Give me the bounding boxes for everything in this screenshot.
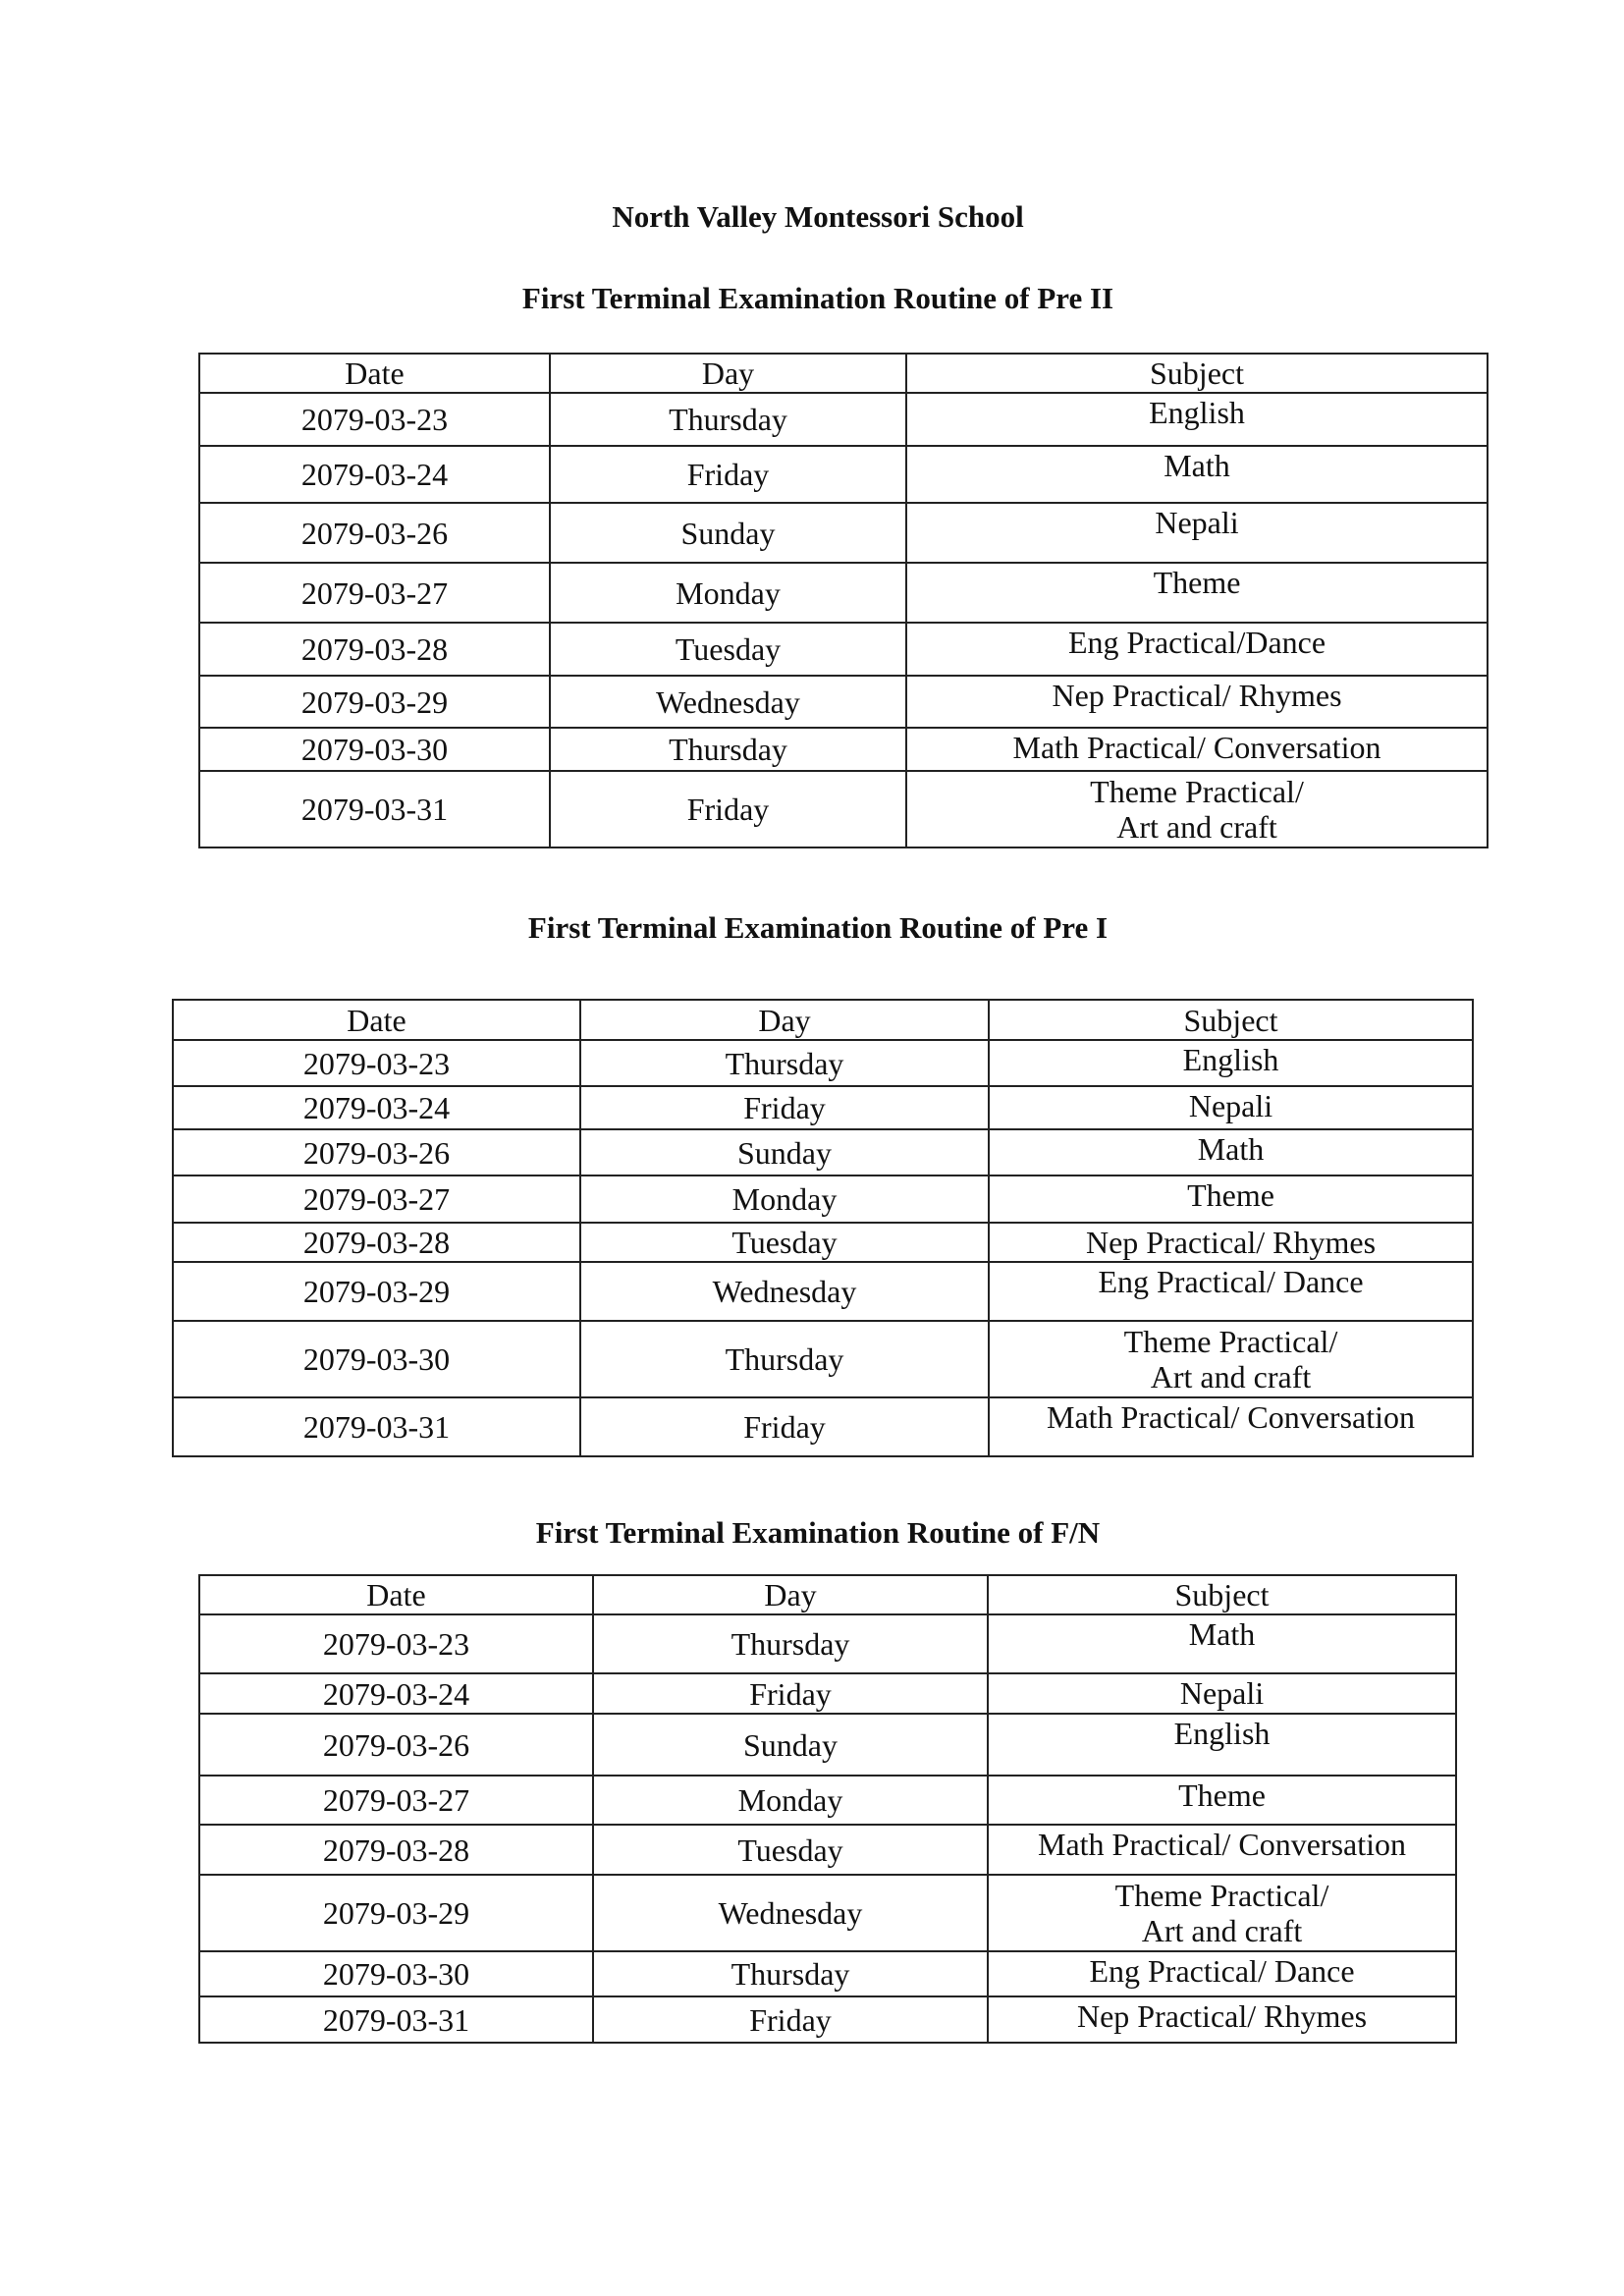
date-cell: 2079-03-31 [199, 1996, 593, 2043]
date-cell: 2079-03-31 [173, 1397, 580, 1456]
date-cell: 2079-03-26 [199, 1714, 593, 1776]
subject-line: Nepali [1188, 1088, 1273, 1123]
table-header-row [173, 1000, 1473, 1040]
subject-cell [988, 1776, 1456, 1825]
date-cell: 2079-03-23 [199, 393, 550, 446]
day-cell: Thursday [550, 728, 906, 771]
table-row [199, 1951, 1456, 1996]
table-row [199, 1776, 1456, 1825]
subject-cell [989, 1223, 1473, 1262]
table-row [199, 503, 1488, 563]
subject-line: Eng Practical/Dance [1067, 625, 1326, 660]
date-cell: 2079-03-26 [173, 1129, 580, 1175]
subject-cell [988, 1673, 1456, 1714]
day-cell: Thursday [593, 1614, 988, 1673]
subject-line: Math [1188, 1616, 1256, 1652]
table-header-row [199, 1575, 1456, 1614]
subject-cell [906, 503, 1488, 563]
routine-table-body [173, 1000, 1473, 1456]
subject-line: Theme Practical/ [1114, 1878, 1329, 1913]
day-cell: Friday [580, 1086, 989, 1129]
header-subject: Subject [989, 1000, 1473, 1040]
subject-line: Math [1164, 448, 1230, 483]
table-row [173, 1262, 1473, 1321]
subject-line: Art and craft [1141, 1913, 1303, 1948]
day-cell: Tuesday [580, 1223, 989, 1262]
header-subject: Subject [988, 1575, 1456, 1614]
header-date: Date [199, 354, 550, 393]
subject-cell [989, 1086, 1473, 1129]
subject-line: Nepali [1155, 505, 1239, 540]
subject-line: Nep Practical/ Rhymes [1076, 1998, 1368, 2034]
header-day: Day [593, 1575, 988, 1614]
subject-cell [906, 728, 1488, 771]
date-cell: 2079-03-28 [199, 1825, 593, 1875]
subject-line: Nepali [1179, 1675, 1265, 1711]
date-cell: 2079-03-23 [173, 1040, 580, 1086]
day-cell: Thursday [580, 1321, 989, 1397]
date-cell: 2079-03-30 [199, 1951, 593, 1996]
school-name: North Valley Montessori School [612, 199, 1024, 234]
table-row [199, 1714, 1456, 1776]
header-date: Date [199, 1575, 593, 1614]
subject-line: Theme [1153, 565, 1241, 600]
table-row [199, 1673, 1456, 1714]
table-row [199, 1996, 1456, 2043]
subject-cell [989, 1397, 1473, 1456]
date-cell: 2079-03-24 [199, 446, 550, 503]
day-cell: Monday [580, 1175, 989, 1223]
day-cell: Tuesday [550, 623, 906, 676]
routine-table-pre-i [172, 999, 1474, 1457]
subject-cell [988, 1825, 1456, 1875]
day-cell: Tuesday [593, 1825, 988, 1875]
date-cell: 2079-03-23 [199, 1614, 593, 1673]
subject-line: Math Practical/ Conversation [1037, 1827, 1406, 1862]
day-cell: Wednesday [580, 1262, 989, 1321]
subject-line: Eng Practical/ Dance [1098, 1264, 1364, 1299]
subject-cell [988, 1614, 1456, 1673]
table-row [199, 446, 1488, 503]
subject-cell [988, 1951, 1456, 1996]
date-cell: 2079-03-29 [173, 1262, 580, 1321]
subject-line: Art and craft [1150, 1359, 1312, 1394]
day-cell: Friday [593, 1673, 988, 1714]
date-cell: 2079-03-30 [173, 1321, 580, 1397]
date-cell: 2079-03-29 [199, 676, 550, 728]
header-date: Date [173, 1000, 580, 1040]
table-row [199, 563, 1488, 623]
routine-title-pre-ii: First Terminal Examination Routine of Pre II [521, 281, 1114, 315]
subject-line: English [1149, 395, 1245, 430]
subject-cell [989, 1129, 1473, 1175]
header-day: Day [580, 1000, 989, 1040]
subject-cell [989, 1262, 1473, 1321]
subject-line: Art and craft [1116, 809, 1277, 845]
table-row [199, 771, 1488, 847]
day-cell: Monday [593, 1776, 988, 1825]
date-cell: 2079-03-30 [199, 728, 550, 771]
subject-cell [988, 1875, 1456, 1951]
subject-line: Math Practical/ Conversation [1012, 730, 1381, 765]
table-row [173, 1129, 1473, 1175]
subject-line: Theme [1187, 1177, 1274, 1213]
table-row [199, 1875, 1456, 1951]
table-row [173, 1040, 1473, 1086]
subject-line: English [1182, 1042, 1279, 1077]
table-row [199, 1825, 1456, 1875]
day-cell: Sunday [550, 503, 906, 563]
subject-line: Nep Practical/ Rhymes [1085, 1225, 1377, 1260]
table-row [199, 728, 1488, 771]
table-header-row [199, 354, 1488, 393]
date-cell: 2079-03-29 [199, 1875, 593, 1951]
day-cell: Thursday [593, 1951, 988, 1996]
table-row [173, 1321, 1473, 1397]
date-cell: 2079-03-28 [199, 623, 550, 676]
header-subject: Subject [906, 354, 1488, 393]
subject-line: Math Practical/ Conversation [1046, 1399, 1415, 1435]
day-cell: Thursday [550, 393, 906, 446]
routine-table-body [199, 354, 1488, 847]
date-cell: 2079-03-27 [199, 1776, 593, 1825]
day-cell: Wednesday [593, 1875, 988, 1951]
table-row [199, 1614, 1456, 1673]
day-cell: Friday [580, 1397, 989, 1456]
date-cell: 2079-03-27 [199, 563, 550, 623]
subject-cell [988, 1996, 1456, 2043]
table-row [199, 393, 1488, 446]
day-cell: Friday [550, 446, 906, 503]
routine-title-fn: First Terminal Examination Routine of F/N [535, 1515, 1101, 1550]
table-row [199, 676, 1488, 728]
date-cell: 2079-03-26 [199, 503, 550, 563]
day-cell: Monday [550, 563, 906, 623]
subject-line: Eng Practical/ Dance [1089, 1953, 1355, 1989]
routine-table-body [199, 1575, 1456, 2043]
day-cell: Sunday [593, 1714, 988, 1776]
subject-cell [906, 393, 1488, 446]
subject-line: English [1173, 1716, 1271, 1751]
subject-cell [989, 1175, 1473, 1223]
subject-line: Theme Practical/ [1090, 774, 1304, 809]
routine-table-pre-ii [198, 353, 1489, 848]
subject-line: Theme Practical/ [1123, 1324, 1338, 1359]
table-row [173, 1086, 1473, 1129]
subject-cell [906, 563, 1488, 623]
day-cell: Friday [550, 771, 906, 847]
subject-cell [988, 1714, 1456, 1776]
day-cell: Wednesday [550, 676, 906, 728]
date-cell: 2079-03-31 [199, 771, 550, 847]
routine-title-pre-i: First Terminal Examination Routine of Pre I [527, 910, 1109, 945]
date-cell: 2079-03-24 [173, 1086, 580, 1129]
day-cell: Friday [593, 1996, 988, 2043]
table-row [199, 623, 1488, 676]
day-cell: Sunday [580, 1129, 989, 1175]
subject-line: Math [1197, 1131, 1265, 1167]
date-cell: 2079-03-28 [173, 1223, 580, 1262]
subject-cell [906, 623, 1488, 676]
table-row [173, 1223, 1473, 1262]
subject-cell [906, 676, 1488, 728]
routine-table-fn [198, 1574, 1457, 2044]
date-cell: 2079-03-24 [199, 1673, 593, 1714]
table-row [173, 1397, 1473, 1456]
subject-line: Nep Practical/ Rhymes [1052, 678, 1342, 713]
subject-cell [906, 771, 1488, 847]
subject-cell [989, 1040, 1473, 1086]
day-cell: Thursday [580, 1040, 989, 1086]
header-day: Day [550, 354, 906, 393]
subject-cell [989, 1321, 1473, 1397]
date-cell: 2079-03-27 [173, 1175, 580, 1223]
subject-cell [906, 446, 1488, 503]
table-row [173, 1175, 1473, 1223]
subject-line: Theme [1178, 1777, 1266, 1813]
